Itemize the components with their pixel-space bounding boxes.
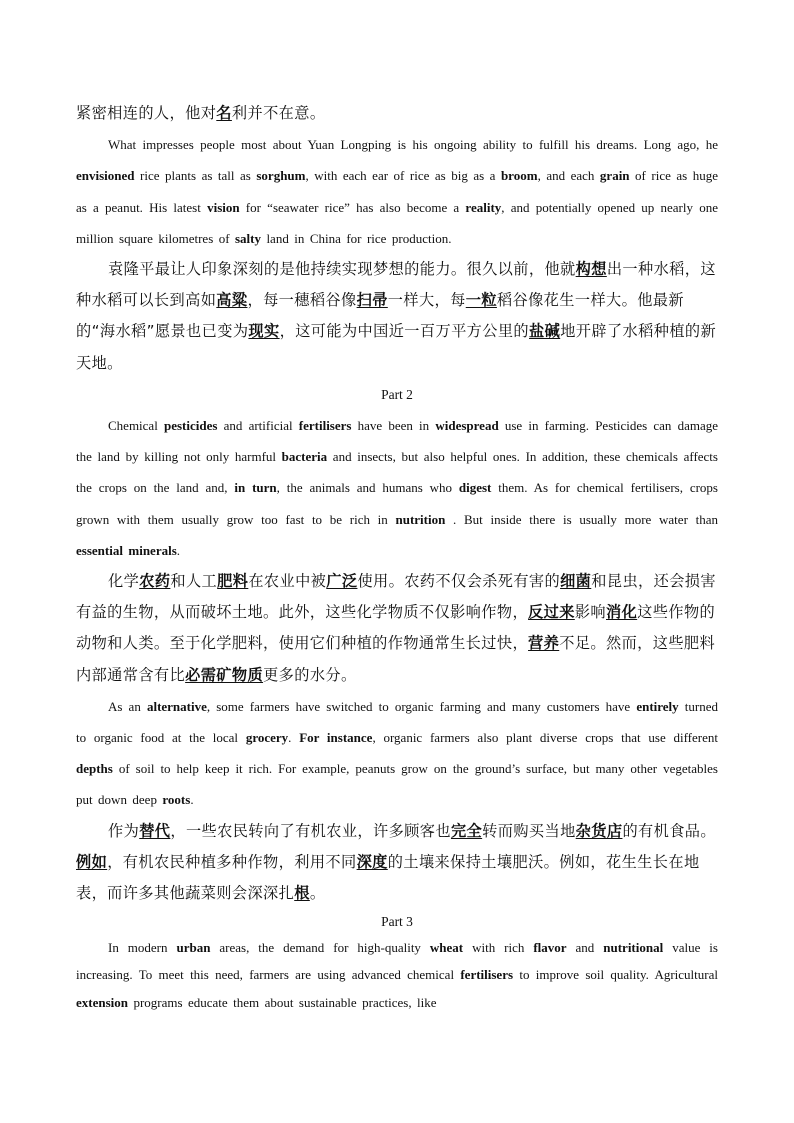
vocab-term-zh: 消化 (606, 603, 638, 622)
text-run: 紧密相连的人，他对 (76, 104, 217, 122)
text-run: ，有机农民种植多种作物，利用不同 (107, 852, 357, 871)
text-run: , some farmers have switched to organic farming and many customers have (206, 698, 637, 714)
vocab-term-zh: 杂货店 (575, 821, 623, 840)
text-run: 的土壤来保持土壤肥沃。例如，花生生长在地表，而许多其他蔬菜则会深深扎 (76, 852, 700, 903)
paragraph-zh-organic (76, 816, 718, 910)
vocab-term: in turn (234, 480, 277, 496)
text-run: 和人工 (170, 572, 218, 591)
text-run: Chemical (108, 418, 164, 434)
text-run: land in China for rice production. (261, 230, 452, 246)
vocab-term-zh: 农药 (139, 572, 171, 591)
text-run: 更多的水分。 (263, 665, 357, 684)
text-run: and artificial (217, 418, 299, 434)
vocab-term-zh: 必需矿物质 (185, 665, 264, 684)
vocab-term-zh: 一粒 (465, 291, 497, 310)
vocab-term-zh: 构想 (575, 260, 607, 279)
vocab-term: entirely (636, 698, 679, 714)
text-run: to improve soil quality. Agricultural (513, 967, 718, 983)
vocab-term-zh: 高粱 (216, 291, 248, 310)
text-run: , organic farmers also plant diverse crops that use different (372, 730, 718, 746)
text-run: As an (108, 698, 147, 714)
text-run: , and potentially opened up nearly one million square kilometres of (76, 199, 718, 246)
vocab-term: flavor (533, 940, 567, 956)
text-run: 化学 (108, 572, 140, 591)
vocab-term: bacteria (281, 449, 328, 465)
text-run: 利并不在意。 (231, 104, 326, 122)
vocab-term: grain (599, 168, 630, 184)
vocab-term: urban (176, 940, 211, 956)
text-run: 作为 (108, 821, 140, 840)
text-run: programs educate them about sustainable practices, like (128, 994, 437, 1010)
vocab-term: fertilisers (298, 418, 352, 434)
text-run: with rich (463, 940, 534, 956)
part-3-heading: Part 3 (381, 914, 413, 930)
vocab-term: salty (235, 230, 261, 246)
text-run: . But inside there is usually more water than (445, 511, 718, 527)
vocab-term-zh: 细菌 (560, 572, 592, 591)
text-run: 和昆虫，还会损害有益的生物，从而破坏土地。此外，这些化学物质不仅影响作物， (76, 572, 716, 622)
vocab-term: reality (465, 199, 502, 215)
text-run: . (288, 730, 300, 746)
vocab-term: roots (162, 792, 191, 808)
text-run: 使用。农药不仅会杀死有害的 (357, 572, 561, 591)
vocab-term: essential minerals (76, 542, 177, 558)
vocab-term-zh: 名 (216, 104, 232, 122)
vocab-term: pesticides (164, 418, 218, 434)
vocab-term: alternative (146, 698, 207, 714)
text-run: 袁隆平最让人印象深刻的是他持续实现梦想的能力。很久以前，他就 (108, 260, 576, 279)
vocab-term: grocery (245, 730, 289, 746)
text-run: , the animals and humans who (276, 480, 459, 496)
paragraph-en-organic (76, 691, 718, 816)
vocab-term: broom (500, 168, 538, 184)
text-run: ，这可能为中国近一百万平方公里的 (279, 322, 530, 341)
text-run: 影响 (574, 603, 606, 622)
text-run: for “seawater rice” has also become a (239, 199, 466, 215)
paragraph-zh-chemicals (76, 566, 718, 691)
vocab-term-zh: 扫帚 (356, 291, 388, 310)
text-run: areas, the demand for high-quality (210, 940, 430, 956)
paragraph-en-urban-wheat (76, 934, 718, 1016)
vocab-term-zh: 深度 (356, 852, 388, 871)
vocab-term-zh: 例如 (76, 852, 108, 871)
text-run: have been in (351, 418, 436, 434)
paragraph-zh-yuan-longping (76, 254, 718, 379)
text-run: 地开辟了水稻种植的新天地。 (76, 322, 717, 372)
text-run: of soil to help keep it rich. For example, peanuts grow on the ground’s surface, but many other vegetables put down deep (76, 761, 718, 808)
vocab-term-zh: 广泛 (326, 572, 358, 591)
text-run: turned to organic food at the local (76, 698, 718, 746)
text-run: 在农业中被 (248, 572, 327, 591)
text-run: 这些作物的动物和人类。至于化学肥料，使用它们种植的作物通常生长过快， (76, 603, 716, 653)
vocab-term-zh: 替代 (139, 821, 171, 840)
text-run: and (566, 940, 604, 956)
text-run: and insects, but also helpful ones. In addition, these chemicals affects the crops on the land and, (76, 449, 718, 496)
vocab-term-zh: 根 (294, 884, 310, 903)
vocab-term-zh: 营养 (528, 634, 560, 653)
text-run: 不足。然而，这些肥料内部通常含有比 (76, 634, 716, 684)
vocab-term: envisioned (76, 168, 135, 184)
text-run: use in farming. Pesticides can damage the land by killing not only harmful (76, 418, 718, 465)
text-run: ，每一穗稻谷像 (247, 291, 357, 310)
vocab-term-zh: 反过来 (528, 603, 575, 622)
vocab-term: sorghum (256, 168, 306, 184)
text-run: rice plants as tall as (134, 168, 257, 184)
vocab-term: widespread (435, 418, 499, 434)
text-run: of rice as huge as a peanut. His latest (76, 168, 718, 215)
paragraph-en-yuan-longping (76, 129, 718, 254)
vocab-term: nutritional (603, 940, 664, 956)
text-run: 的有机食品。 (622, 821, 716, 840)
vocab-term: nutrition (395, 511, 446, 527)
vocab-term: fertilisers (460, 967, 514, 983)
text-run: ，一些农民转向了有机农业，许多顾客也 (170, 821, 451, 840)
text-run: . (190, 792, 194, 808)
paragraph-zh-intro (76, 98, 718, 129)
text-run: , with each ear of rice as big as a (305, 168, 501, 184)
paragraph-en-chemicals (76, 410, 718, 566)
vocab-term-zh: 肥料 (217, 572, 249, 591)
vocab-term: digest (458, 480, 492, 496)
document-page (76, 98, 718, 1016)
text-run: 稻谷像花生一样大。他最新的“海水稻”愿景也已变为 (76, 291, 684, 341)
vocab-term-zh: 盐碱 (529, 322, 561, 341)
text-run: them. As for chemical fertilisers, crops grown with them usually grow too fast to be rich in (76, 480, 718, 527)
text-run: 出一种水稻，这种水稻可以长到高如 (76, 260, 716, 310)
text-run: In modern (108, 940, 177, 956)
vocab-term: wheat (429, 940, 464, 956)
text-run: value is increasing. To meet this need, farmers are using advanced chemical (76, 940, 718, 983)
part-2-heading: Part 2 (381, 386, 413, 402)
text-run: 转而购买当地 (482, 821, 576, 840)
text-run: 一样大，每 (387, 291, 466, 310)
vocab-term: depths (76, 761, 113, 777)
text-run: What impresses people most about Yuan Longping is his ongoing ability to fulfill his dreams. Long ago, he (108, 137, 718, 153)
vocab-term: extension (76, 994, 128, 1010)
text-run: , and each (537, 168, 600, 184)
vocab-term: For instance (299, 730, 373, 746)
vocab-term-zh: 现实 (248, 322, 280, 341)
vocab-term: vision (207, 199, 240, 215)
text-run: 。 (309, 884, 326, 903)
text-run: . (176, 542, 181, 558)
vocab-term-zh: 完全 (450, 821, 483, 840)
